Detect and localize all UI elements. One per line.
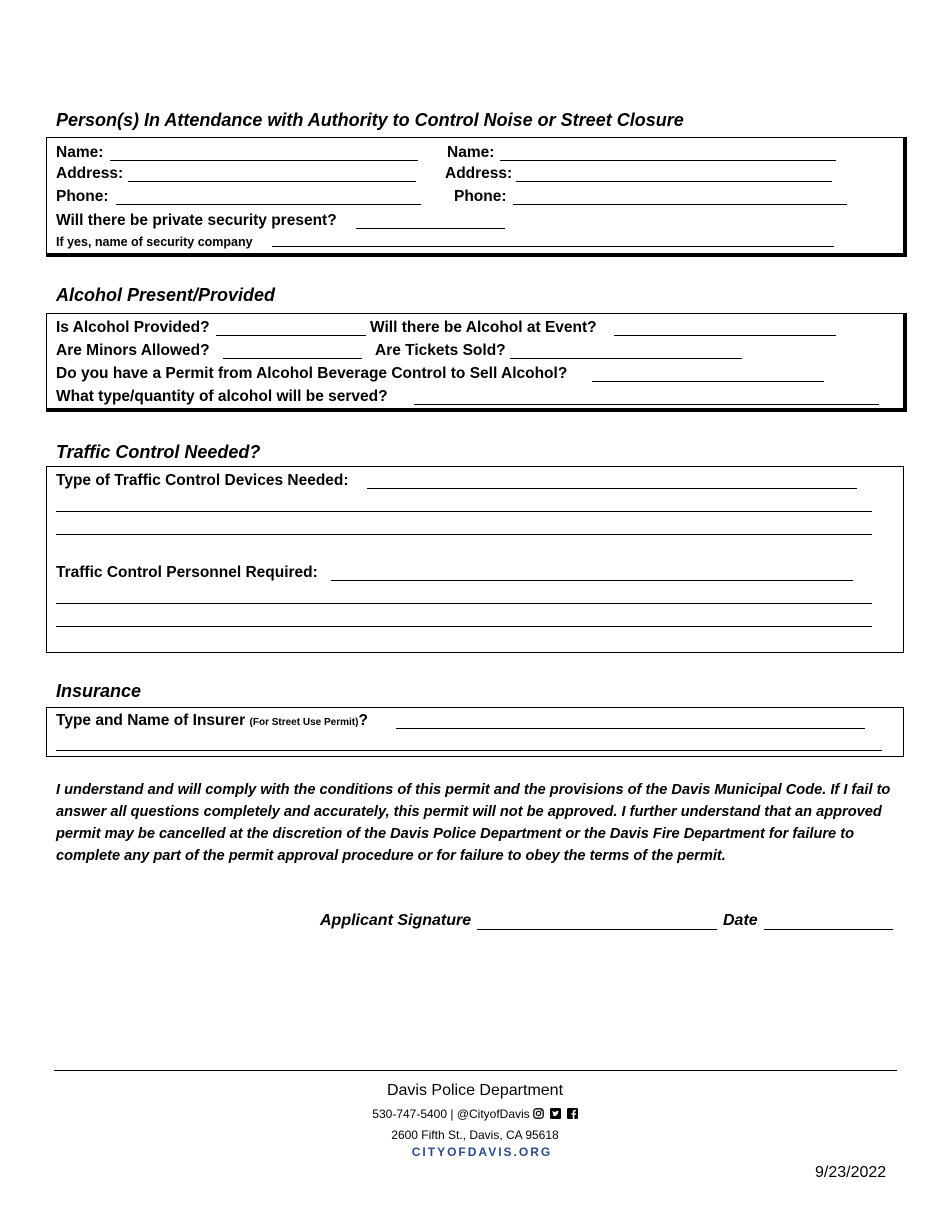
traffic-personnel-line-3[interactable] bbox=[56, 626, 872, 627]
security-question-field[interactable] bbox=[356, 228, 505, 229]
phone-field-1[interactable] bbox=[116, 204, 421, 205]
address-field-1[interactable] bbox=[128, 181, 416, 182]
twitter-icon[interactable] bbox=[550, 1108, 561, 1119]
name-field-2[interactable] bbox=[500, 160, 836, 161]
date-label: Date bbox=[723, 912, 758, 929]
minors-allowed-label: Are Minors Allowed? bbox=[56, 342, 210, 359]
alcohol-type-label: What type/quantity of alcohol will be served? bbox=[56, 388, 388, 405]
facebook-icon[interactable] bbox=[567, 1108, 578, 1119]
address-field-2[interactable] bbox=[516, 181, 832, 182]
minors-allowed-field[interactable] bbox=[223, 358, 362, 359]
insurer-question-mark: ? bbox=[358, 712, 368, 729]
name-label-1: Name: bbox=[56, 144, 104, 161]
footer-rule bbox=[54, 1070, 897, 1071]
alcohol-provided-label: Is Alcohol Provided? bbox=[56, 319, 210, 336]
alcohol-section-title: Alcohol Present/Provided bbox=[56, 285, 276, 305]
footer-contact-line bbox=[0, 1107, 950, 1121]
traffic-personnel-label: Traffic Control Personnel Required: bbox=[56, 564, 318, 581]
phone-field-2[interactable] bbox=[513, 204, 847, 205]
name-label-2: Name: bbox=[447, 144, 495, 161]
applicant-signature-field[interactable] bbox=[477, 929, 717, 930]
phone-label-1: Phone: bbox=[56, 188, 109, 205]
instagram-icon[interactable] bbox=[533, 1108, 544, 1119]
tickets-sold-label: Are Tickets Sold? bbox=[375, 342, 506, 359]
alcohol-type-field[interactable] bbox=[414, 404, 879, 405]
insurer-field[interactable] bbox=[396, 728, 865, 729]
city-website[interactable]: CITYOFDAVIS.ORG bbox=[411, 1145, 553, 1159]
traffic-section-title: Traffic Control Needed? bbox=[56, 442, 261, 462]
alcohol-provided-field[interactable] bbox=[216, 335, 366, 336]
security-company-field[interactable] bbox=[272, 246, 834, 247]
insurer-note: (For Street Use Permit) bbox=[249, 717, 359, 728]
abc-permit-field[interactable] bbox=[592, 381, 824, 382]
security-question-label: Will there be private security present? bbox=[56, 212, 337, 229]
abc-permit-label: Do you have a Permit from Alcohol Beverage Control to Sell Alcohol? bbox=[56, 365, 568, 382]
traffic-personnel-field[interactable] bbox=[331, 580, 853, 581]
phone-label-2: Phone: bbox=[454, 188, 507, 205]
traffic-devices-label: Type of Traffic Control Devices Needed: bbox=[56, 472, 349, 489]
name-field-1[interactable] bbox=[110, 160, 418, 161]
address-label-1: Address: bbox=[56, 165, 124, 182]
traffic-box bbox=[46, 466, 904, 653]
department-address: 2600 Fifth St., Davis, CA 95618 bbox=[391, 1128, 559, 1142]
insurer-label bbox=[56, 711, 368, 733]
applicant-signature-label: Applicant Signature bbox=[320, 912, 472, 929]
tickets-sold-field[interactable] bbox=[510, 358, 742, 359]
form-revision-date: 9/23/2022 bbox=[815, 1164, 887, 1181]
address-label-2: Address: bbox=[445, 165, 513, 182]
insurance-section-title: Insurance bbox=[56, 681, 142, 701]
alcohol-at-event-field[interactable] bbox=[614, 335, 836, 336]
traffic-personnel-line-2[interactable] bbox=[56, 603, 872, 604]
traffic-devices-line-3[interactable] bbox=[56, 534, 872, 535]
contact-text: 530-747-5400 | @CityofDavis bbox=[372, 1107, 530, 1121]
persons-section-title: Person(s) In Attendance with Authority to Control Noise or Street Closure bbox=[56, 110, 684, 130]
insurer-label-text: Type and Name of Insurer bbox=[56, 712, 246, 729]
compliance-statement: I understand and will comply with the conditions of this permit and the provisions of the Davis Municipal Code. If I fail to answer all questions completely and accurately, this permit will not be approved. I further understand that an approved permit may be cancelled at the discretion of the Davis Police Department or the Davis Fire Department for failure to complete any part of the permit approval procedure or for failure to obey the terms of the permit. bbox=[56, 782, 891, 864]
department-name: Davis Police Department bbox=[386, 1082, 564, 1099]
alcohol-at-event-label: Will there be Alcohol at Event? bbox=[370, 319, 597, 336]
date-field[interactable] bbox=[764, 929, 893, 930]
traffic-devices-field[interactable] bbox=[367, 488, 857, 489]
security-company-label: If yes, name of security company bbox=[56, 235, 253, 249]
insurer-line-2[interactable] bbox=[56, 750, 882, 751]
traffic-devices-line-2[interactable] bbox=[56, 511, 872, 512]
